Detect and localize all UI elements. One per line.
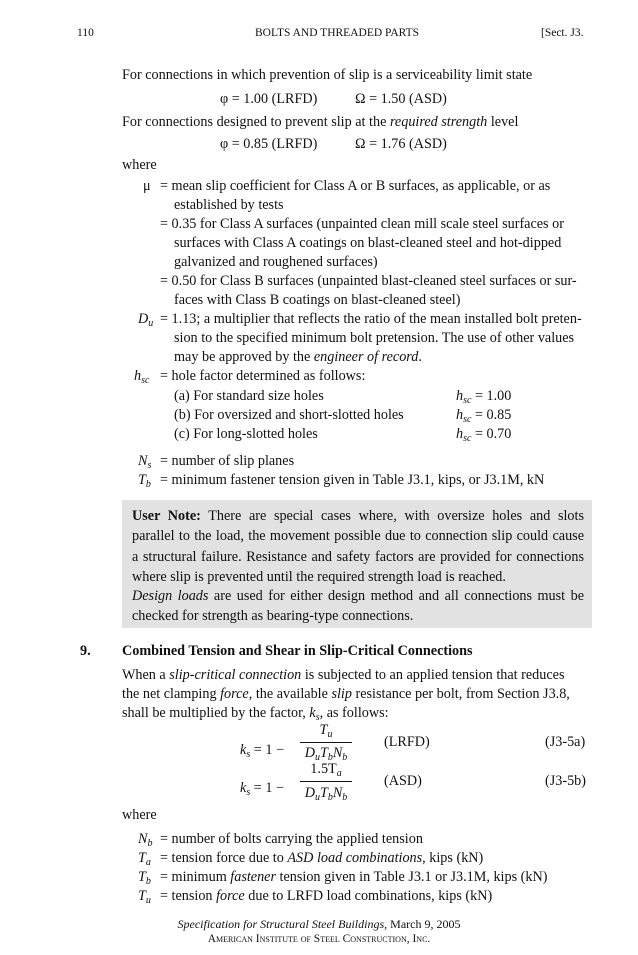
- mu-def-3b: faces with Class B coatings on blast-cleaned steel): [174, 292, 461, 308]
- eq-phi-lrfd-1: φ = 1.00 (LRFD): [220, 91, 318, 107]
- section-heading: Combined Tension and Shear in Slip-Critical Connections: [122, 643, 473, 659]
- mu-def-1b: established by tests: [174, 197, 284, 213]
- du-def-3: may be approved by the engineer of record.: [174, 349, 422, 365]
- eq-j3-5b-denominator: $D_uT_bN_b$: [304, 785, 348, 803]
- ns-symbol: $N_s$: [138, 453, 152, 471]
- eq-j3-5b-number: (J3-5b): [545, 773, 586, 789]
- hole-row-label: (b) For oversized and short-slotted holes: [174, 407, 404, 423]
- where-label: where: [122, 157, 157, 173]
- user-note-paragraph-2: Design loads are used for either design method and all connections must be checked for strength as bearing-type connections.: [132, 588, 584, 625]
- eq-j3-5a-lhs: $k_s = 1$ −: [240, 742, 284, 760]
- eq-j3-5a-fraction-bar: [300, 742, 352, 743]
- ns-def: = number of slip planes: [160, 453, 295, 469]
- section-number: 9.: [80, 643, 91, 659]
- def-text: = tension force due to LRFD load combinations, kips (kN): [160, 888, 493, 904]
- eq-j3-5b-lhs: $k_s = 1$ −: [240, 780, 284, 798]
- user-note-label: User Note:: [132, 508, 201, 524]
- mu-def-2a: = 0.35 for Class A surfaces (unpainted clean mill scale steel surfaces or: [160, 216, 564, 232]
- def-symbol: $T_u$: [138, 888, 151, 906]
- mu-def-2b: surfaces with Class A coatings on blast-cleaned steel and hot-dipped: [174, 235, 562, 251]
- eq-j3-5a-tag: (LRFD): [384, 734, 430, 750]
- def-symbol: $N_b$: [138, 831, 153, 849]
- hole-row-label: (c) For long-slotted holes: [174, 426, 318, 442]
- section-ref: [Sect. J3.: [541, 27, 584, 39]
- eq-phi-lrfd-2: φ = 0.85 (LRFD): [220, 136, 318, 152]
- def-symbol: $T_b$: [138, 869, 151, 887]
- eq-j3-5b-numerator: $1.5T_a$: [310, 761, 342, 779]
- hsc-def: = hole factor determined as follows:: [160, 368, 366, 384]
- hsc-symbol: $h_{sc}$: [134, 368, 150, 386]
- section9-line-1: When a slip-critical connection is subjected to an applied tension that reduces: [122, 667, 565, 683]
- def-text: = tension force due to ASD load combinations, kips (kN): [160, 850, 484, 866]
- footer-publisher: American Institute of Steel Construction, Inc.: [207, 933, 431, 945]
- hole-row-value: $h_{sc} = 0.70$: [456, 426, 512, 444]
- du-def-1: = 1.13; a multiplier that reflects the ratio of the mean installed bolt preten-: [160, 311, 582, 327]
- hole-row-value: $h_{sc} = 1.00$: [456, 388, 512, 406]
- def-symbol: $T_a$: [138, 850, 151, 868]
- where-label-2: where: [122, 807, 157, 823]
- para-slip-required-strength: For connections designed to prevent slip at the required strength level: [122, 114, 519, 130]
- footer-spec-line: Specification for Structural Steel Buildings, March 9, 2005: [177, 917, 461, 931]
- mu-def-1a: = mean slip coefficient for Class A or B surfaces, as applicable, or as: [160, 178, 551, 194]
- hole-row-value: $h_{sc} = 0.85$: [456, 407, 512, 425]
- eq-j3-5a-numerator: $T_u$: [319, 722, 333, 740]
- eq-j3-5b-fraction-bar: [300, 781, 352, 782]
- eq-j3-5b-tag: (ASD): [384, 773, 422, 789]
- running-title: BOLTS AND THREADED PARTS: [255, 27, 420, 39]
- def-text: = number of bolts carrying the applied tension: [160, 831, 423, 847]
- para-slip-serviceability: For connections in which prevention of slip is a serviceability limit state: [122, 67, 533, 83]
- mu-def-3a: = 0.50 for Class B surfaces (unpainted blast-cleaned steel surfaces or sur-: [160, 273, 577, 289]
- page-number: 110: [77, 27, 94, 39]
- section9-line-2: the net clamping force, the available slip resistance per bolt, from Section J3.8,: [122, 686, 570, 702]
- eq-omega-asd-2: Ω = 1.76 (ASD): [355, 136, 447, 152]
- user-note-paragraph: User Note: There are special cases where, with oversize holes and slots parallel to the load, the movement possible due to connection slip could cause a structural failure. Resistance and safety factors are provided for connections where slip is prevented until the required strength load is reached.: [132, 508, 584, 586]
- du-def-2: sion to the specified minimum bolt pretension. The use of other values: [174, 330, 575, 346]
- section9-line-3: shall be multiplied by the factor, $k_s$, as follows:: [122, 705, 389, 723]
- def-text: = minimum fastener tension given in Table J3.1 or J3.1M, kips (kN): [160, 869, 548, 885]
- hole-row-label: (a) For standard size holes: [174, 388, 324, 404]
- mu-symbol: μ: [143, 178, 151, 194]
- du-symbol: $D_u$: [138, 311, 154, 329]
- mu-def-2c: galvanized and roughened surfaces): [174, 254, 378, 270]
- eq-j3-5a-denominator: $D_uT_bN_b$: [304, 745, 348, 763]
- tb-symbol: $T_b$: [138, 472, 151, 490]
- tb-def: = minimum fastener tension given in Table J3.1, kips, or J3.1M, kN: [160, 472, 545, 488]
- eq-omega-asd-1: Ω = 1.50 (ASD): [355, 91, 447, 107]
- user-note-box: [122, 500, 592, 628]
- eq-j3-5a-number: (J3-5a): [545, 734, 586, 750]
